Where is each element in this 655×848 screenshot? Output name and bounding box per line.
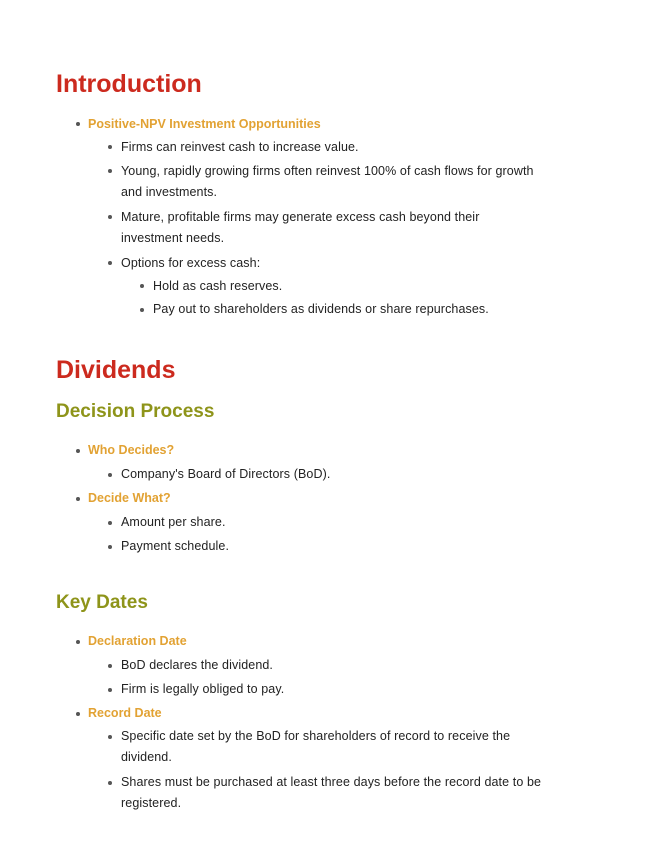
list-item: Payment schedule. [121, 539, 230, 553]
bullet [108, 215, 112, 219]
bullet [108, 781, 112, 785]
bullet [76, 712, 80, 716]
bullet [108, 735, 112, 739]
bullet [108, 688, 112, 692]
list-item: Young, rapidly growing firms often reinvest 100% of cash flows for growth [121, 164, 534, 178]
bullet [76, 449, 80, 453]
label-positive-npv: Positive-NPV Investment Opportunities [88, 117, 321, 131]
list-item: Firm is legally obliged to pay. [121, 682, 285, 696]
list-item: Options for excess cash: [121, 256, 261, 270]
heading-dividends: Dividends [56, 356, 176, 384]
list-subitem: Pay out to shareholders as dividends or share repurchases. [153, 302, 489, 316]
heading-decision-process: Decision Process [56, 401, 215, 422]
list-item: Shares must be purchased at least three days before the record date to be [121, 775, 542, 789]
label-record-date: Record Date [88, 706, 162, 720]
bullet [140, 308, 144, 312]
heading-introduction: Introduction [56, 70, 202, 98]
bullet [76, 122, 80, 126]
bullet [140, 284, 144, 288]
list-item: Amount per share. [121, 515, 226, 529]
bullet [108, 545, 112, 549]
bullet [108, 145, 112, 149]
list-item: Company's Board of Directors (BoD). [121, 467, 331, 481]
bullet [76, 497, 80, 501]
list-item-continuation: registered. [121, 796, 182, 810]
bullet [108, 664, 112, 668]
list-item-continuation: and investments. [121, 185, 218, 199]
bullet [108, 473, 112, 477]
bullet [108, 521, 112, 525]
bullet [108, 169, 112, 173]
list-item: Specific date set by the BoD for shareholders of record to receive the [121, 729, 511, 743]
bullet [108, 261, 112, 265]
list-item-continuation: dividend. [121, 750, 172, 764]
list-item-continuation: investment needs. [121, 231, 225, 245]
label-who-decides: Who Decides? [88, 443, 175, 457]
label-declaration-date: Declaration Date [88, 634, 187, 648]
list-subitem: Hold as cash reserves. [153, 279, 283, 293]
list-item: Mature, profitable firms may generate excess cash beyond their [121, 210, 480, 224]
list-item: Firms can reinvest cash to increase value. [121, 140, 359, 154]
bullet [76, 640, 80, 644]
heading-key-dates: Key Dates [56, 592, 148, 613]
label-decide-what: Decide What? [88, 491, 171, 505]
list-item: BoD declares the dividend. [121, 658, 273, 672]
